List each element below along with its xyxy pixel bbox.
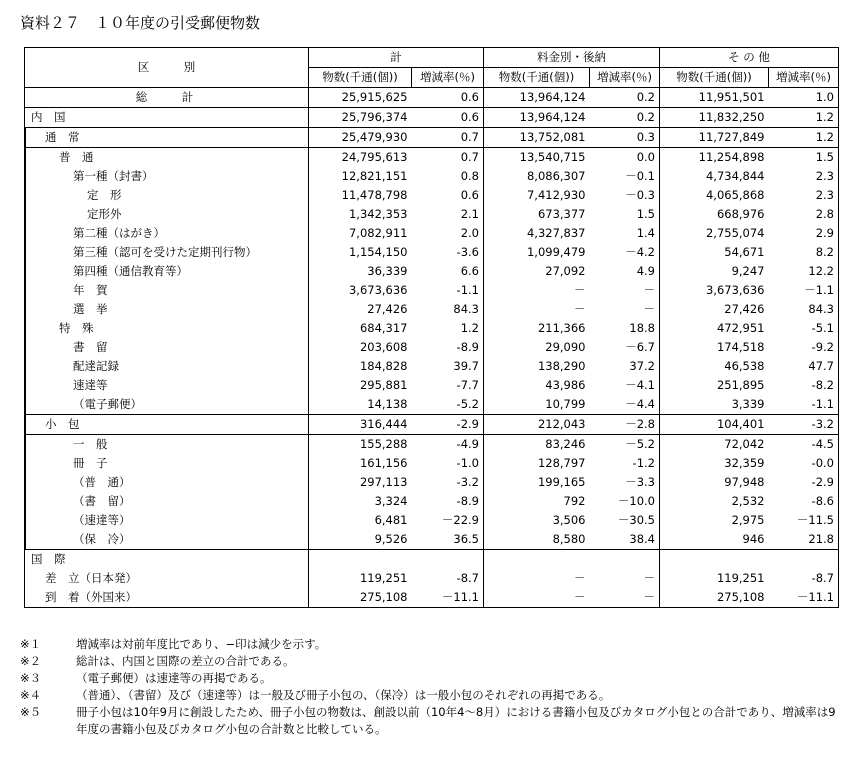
- header-rate: 増減率(％): [769, 68, 839, 88]
- rate-cell: 2.1: [412, 205, 484, 224]
- rate-cell: －11.1: [769, 588, 839, 608]
- count-cell: 14,138: [367, 397, 408, 411]
- rate-cell: －3.3: [590, 473, 660, 492]
- header-rate: 増減率(％): [412, 68, 484, 88]
- count-cell: 11,478,798: [341, 188, 408, 202]
- count-cell: 1,342,353: [348, 207, 408, 221]
- table-row: [25, 88, 839, 108]
- count-cell: 211,366: [537, 321, 586, 335]
- table-row: [25, 492, 839, 511]
- count-cell: 275,108: [660, 588, 769, 608]
- rate-cell: 8.2: [769, 243, 839, 262]
- row-label: 速達等: [25, 376, 309, 395]
- row-label: （普 通）: [25, 473, 309, 492]
- footnotes: [20, 636, 840, 738]
- rate-cell: 2.8: [769, 205, 839, 224]
- rate-cell: 1.2: [769, 128, 839, 148]
- rate-cell: －6.7: [590, 338, 660, 357]
- count-cell: 1,099,479: [526, 245, 586, 259]
- rate-cell: -5.2: [412, 395, 484, 415]
- header-rate: 増減率(％): [590, 68, 660, 88]
- rate-cell: 0.6: [412, 88, 484, 108]
- rate-cell: －: [590, 300, 660, 319]
- rate-cell: -8.7: [412, 569, 484, 588]
- row-label: 定 形: [25, 186, 309, 205]
- rate-cell: 37.2: [590, 357, 660, 376]
- rate-cell: －10.0: [590, 492, 660, 511]
- rate-cell: 0.7: [412, 128, 484, 148]
- row-label: 特 殊: [25, 319, 309, 338]
- rate-cell: 1.2: [769, 108, 839, 128]
- row-label: 年 賀: [25, 281, 309, 300]
- rate-cell: -9.2: [769, 338, 839, 357]
- rate-cell: -1.1: [769, 395, 839, 415]
- count-cell: 174,518: [716, 340, 765, 354]
- count-cell: 11,832,250: [660, 108, 769, 128]
- rate-cell: -4.5: [769, 435, 839, 455]
- count-cell: 2,532: [731, 494, 765, 508]
- count-cell: 472,951: [716, 321, 765, 335]
- rate-cell: 2.3: [769, 167, 839, 186]
- table-row: [25, 281, 839, 300]
- mail-volume-table: [24, 47, 838, 608]
- page-title: 資料２７ １０年度の引受郵便物数: [20, 14, 261, 32]
- row-label: 総 計: [25, 88, 309, 108]
- rate-cell: 2.0: [412, 224, 484, 243]
- count-cell: 275,108: [309, 588, 412, 608]
- count-cell: 12,821,151: [341, 169, 408, 183]
- count-cell: 3,673,636: [348, 283, 408, 297]
- count-cell: 46,538: [724, 359, 765, 373]
- footnote-mark: ※３: [20, 671, 42, 685]
- rate-cell: －4.4: [590, 395, 660, 415]
- count-cell: 3,324: [374, 494, 408, 508]
- rate-cell: 84.3: [412, 300, 484, 319]
- count-cell: 13,540,715: [484, 148, 590, 168]
- row-label: 選 挙: [25, 300, 309, 319]
- table-row: [25, 128, 839, 148]
- rate-cell: 6.6: [412, 262, 484, 281]
- rate-cell: -8.7: [769, 569, 839, 588]
- count-cell: 32,359: [724, 456, 765, 470]
- count-cell: 43,986: [545, 378, 586, 392]
- row-label: 冊 子: [25, 454, 309, 473]
- count-cell: [660, 550, 769, 570]
- row-label: 第四種（通信教育等）: [25, 262, 309, 281]
- row-label: （電子郵便）: [25, 395, 309, 415]
- count-cell: 6,481: [374, 513, 408, 527]
- count-cell: 3,339: [731, 397, 765, 411]
- footnote-mark: ※１: [20, 637, 42, 651]
- count-cell: 128,797: [537, 456, 586, 470]
- count-cell: 25,796,374: [309, 108, 412, 128]
- count-cell: 673,377: [537, 207, 586, 221]
- count-cell: 83,246: [484, 435, 590, 455]
- row-label: （書 留）: [25, 492, 309, 511]
- row-label: 第二種（はがき）: [25, 224, 309, 243]
- count-cell: 4,327,837: [526, 226, 586, 240]
- count-cell: －: [574, 571, 586, 585]
- rate-cell: 18.8: [590, 319, 660, 338]
- table-row: [25, 395, 839, 415]
- count-cell: －: [574, 283, 586, 297]
- count-cell: 72,042: [660, 435, 769, 455]
- count-cell: －: [574, 302, 586, 316]
- rate-cell: －11.1: [412, 588, 484, 608]
- count-cell: 27,426: [724, 302, 765, 316]
- rate-cell: -5.1: [769, 319, 839, 338]
- footnote-text: 総計は、内国と国際の差立の合計である。: [76, 654, 295, 668]
- row-label: 第一種（封書）: [25, 167, 309, 186]
- footnote-mark: ※４: [20, 688, 42, 702]
- header-count: 物数(千通(個)): [309, 68, 412, 88]
- count-cell: 36,339: [367, 264, 408, 278]
- count-cell: 1,154,150: [348, 245, 408, 259]
- rate-cell: -2.9: [769, 473, 839, 492]
- rate-cell: [590, 550, 660, 570]
- header-group-postpaid: 料金別・後納: [484, 48, 660, 68]
- rate-cell: 39.7: [412, 357, 484, 376]
- rate-cell: -7.7: [412, 376, 484, 395]
- rate-cell: 1.5: [590, 205, 660, 224]
- table-row: [25, 435, 839, 455]
- rate-cell: 21.8: [769, 530, 839, 550]
- count-cell: 212,043: [484, 415, 590, 435]
- count-cell: 9,526: [374, 532, 408, 546]
- rate-cell: －2.8: [590, 415, 660, 435]
- rate-cell: －11.5: [769, 511, 839, 530]
- rate-cell: 84.3: [769, 300, 839, 319]
- rate-cell: -1.1: [412, 281, 484, 300]
- count-cell: 29,090: [545, 340, 586, 354]
- rate-cell: －: [590, 569, 660, 588]
- row-label: 配達記録: [25, 357, 309, 376]
- count-cell: 8,086,307: [526, 169, 586, 183]
- count-cell: 13,964,124: [484, 108, 590, 128]
- row-label: 内 国: [25, 108, 309, 128]
- rate-cell: -1.2: [590, 454, 660, 473]
- row-label: 一 般: [25, 435, 309, 455]
- rate-cell: 0.6: [412, 186, 484, 205]
- rate-cell: 47.7: [769, 357, 839, 376]
- rate-cell: -8.9: [412, 338, 484, 357]
- rate-cell: 1.4: [590, 224, 660, 243]
- footnote-mark: ※５: [20, 705, 42, 719]
- table-row: [25, 415, 839, 435]
- count-cell: 155,288: [309, 435, 412, 455]
- table-row: [25, 588, 839, 608]
- footnote-text: 増減率は対前年度比であり、−印は減少を示す。: [76, 637, 327, 651]
- count-cell: 4,734,844: [705, 169, 765, 183]
- rate-cell: [412, 550, 484, 570]
- rate-cell: －0.3: [590, 186, 660, 205]
- row-label: （速達等）: [25, 511, 309, 530]
- rate-cell: [769, 550, 839, 570]
- count-cell: 2,755,074: [705, 226, 765, 240]
- rate-cell: -0.0: [769, 454, 839, 473]
- count-cell: 295,881: [359, 378, 408, 392]
- rate-cell: -3.2: [412, 473, 484, 492]
- rate-cell: 0.8: [412, 167, 484, 186]
- footnote: [20, 670, 840, 687]
- count-cell: 13,964,124: [484, 88, 590, 108]
- count-cell: 946: [742, 532, 765, 546]
- count-cell: 25,915,625: [309, 88, 412, 108]
- count-cell: [309, 550, 412, 570]
- rate-cell: -3.6: [412, 243, 484, 262]
- rate-cell: 0.3: [590, 128, 660, 148]
- count-cell: 684,317: [359, 321, 408, 335]
- row-label: 国 際: [25, 550, 309, 570]
- rate-cell: -4.9: [412, 435, 484, 455]
- row-label: （保 冷）: [25, 530, 309, 550]
- header-count: 物数(千通(個)): [484, 68, 590, 88]
- count-cell: 668,976: [716, 207, 765, 221]
- rate-cell: 38.4: [590, 530, 660, 550]
- row-label: 差 立（日本発）: [25, 569, 309, 588]
- rate-cell: －4.1: [590, 376, 660, 395]
- count-cell: 2,975: [731, 513, 765, 527]
- footnote: [20, 704, 840, 738]
- table-row: [25, 300, 839, 319]
- footnote: [20, 653, 840, 670]
- rate-cell: －30.5: [590, 511, 660, 530]
- rate-cell: 0.2: [590, 108, 660, 128]
- footnote: [20, 687, 840, 704]
- table-row: [25, 108, 839, 128]
- count-cell: 8,580: [552, 532, 586, 546]
- rate-cell: -2.9: [412, 415, 484, 435]
- count-cell: 297,113: [359, 475, 408, 489]
- count-cell: 199,165: [537, 475, 586, 489]
- table-row: [25, 338, 839, 357]
- count-cell: 138,290: [537, 359, 586, 373]
- table-row: [25, 205, 839, 224]
- count-cell: 97,948: [724, 475, 765, 489]
- table-row: [25, 357, 839, 376]
- count-cell: 13,752,081: [484, 128, 590, 148]
- count-cell: 24,795,613: [309, 148, 412, 168]
- rate-cell: 1.5: [769, 148, 839, 168]
- table-row: [25, 550, 839, 570]
- count-cell: 792: [563, 494, 586, 508]
- row-label: 到 着（外国来）: [25, 588, 309, 608]
- table-row: [25, 454, 839, 473]
- rate-cell: －: [590, 281, 660, 300]
- rate-cell: 0.2: [590, 88, 660, 108]
- count-cell: 316,444: [309, 415, 412, 435]
- table-row: [25, 186, 839, 205]
- row-label: 第三種（認可を受けた定期刊行物）: [25, 243, 309, 262]
- rate-cell: 1.2: [412, 319, 484, 338]
- rate-cell: -8.9: [412, 492, 484, 511]
- row-label: 普 通: [25, 148, 309, 168]
- rate-cell: 0.6: [412, 108, 484, 128]
- table-row: [25, 148, 839, 168]
- count-cell: 11,254,898: [660, 148, 769, 168]
- count-cell: 10,799: [545, 397, 586, 411]
- table-row: [25, 473, 839, 492]
- count-cell: 9,247: [731, 264, 765, 278]
- count-cell: [484, 550, 590, 570]
- table-row: [25, 319, 839, 338]
- count-cell: 3,673,636: [705, 283, 765, 297]
- count-cell: 251,895: [716, 378, 765, 392]
- count-cell: 7,082,911: [348, 226, 408, 240]
- rate-cell: 2.9: [769, 224, 839, 243]
- count-cell: 7,412,930: [526, 188, 586, 202]
- count-cell: 161,156: [359, 456, 408, 470]
- rate-cell: 36.5: [412, 530, 484, 550]
- header-count: 物数(千通(個)): [660, 68, 769, 88]
- rate-cell: －: [590, 588, 660, 608]
- table-row: [25, 224, 839, 243]
- rate-cell: 12.2: [769, 262, 839, 281]
- rate-cell: -8.6: [769, 492, 839, 511]
- footnote-text: （電子郵便）は速達等の再掲である。: [76, 671, 272, 685]
- footnote: [20, 636, 840, 653]
- row-label: 通 常: [25, 128, 309, 148]
- count-cell: 11,727,849: [660, 128, 769, 148]
- header-group-total: 計: [309, 48, 484, 68]
- row-label: 小 包: [25, 415, 309, 435]
- rate-cell: －5.2: [590, 435, 660, 455]
- count-cell: 27,092: [545, 264, 586, 278]
- header-row-groups: [25, 48, 839, 68]
- count-cell: 104,401: [660, 415, 769, 435]
- table-row: [25, 243, 839, 262]
- rate-cell: －0.1: [590, 167, 660, 186]
- count-cell: 184,828: [359, 359, 408, 373]
- rate-cell: -8.2: [769, 376, 839, 395]
- footnote-mark: ※２: [20, 654, 42, 668]
- rate-cell: －1.1: [769, 281, 839, 300]
- header-group-other: そ の 他: [660, 48, 839, 68]
- rate-cell: -3.2: [769, 415, 839, 435]
- row-label: 定形外: [25, 205, 309, 224]
- count-cell: 203,608: [359, 340, 408, 354]
- rate-cell: 0.7: [412, 148, 484, 168]
- table-row: [25, 262, 839, 281]
- count-cell: 119,251: [359, 571, 408, 585]
- table-row: [25, 511, 839, 530]
- table-row: [25, 530, 839, 550]
- rate-cell: 2.3: [769, 186, 839, 205]
- footnote-text: （普通）、（書留）及び（速達等）は一般及び冊子小包の、（保冷）は一般小包のそれぞれの再掲である。: [76, 688, 611, 702]
- rate-cell: －4.2: [590, 243, 660, 262]
- table-row: [25, 569, 839, 588]
- count-cell: 54,671: [724, 245, 765, 259]
- footnote-text: 冊子小包は10年9月に創設したため、冊子小包の物数は、創設以前（10年4～8月）における書籍小包及びカタログ小包との合計であり、増減率は9年度の書籍小包及びカタログ小包の合計数と比較している。: [76, 705, 836, 736]
- rate-cell: -1.0: [412, 454, 484, 473]
- table-row: [25, 167, 839, 186]
- count-cell: 11,951,501: [660, 88, 769, 108]
- rate-cell: 0.0: [590, 148, 660, 168]
- count-cell: 4,065,868: [705, 188, 765, 202]
- table-row: [25, 376, 839, 395]
- row-label: 書 留: [25, 338, 309, 357]
- count-cell: 25,479,930: [309, 128, 412, 148]
- rate-cell: 4.9: [590, 262, 660, 281]
- count-cell: －: [484, 588, 590, 608]
- count-cell: 119,251: [716, 571, 765, 585]
- count-cell: 3,506: [552, 513, 586, 527]
- count-cell: 27,426: [367, 302, 408, 316]
- rate-cell: 1.0: [769, 88, 839, 108]
- rate-cell: －22.9: [412, 511, 484, 530]
- header-section: 区 別: [25, 48, 309, 88]
